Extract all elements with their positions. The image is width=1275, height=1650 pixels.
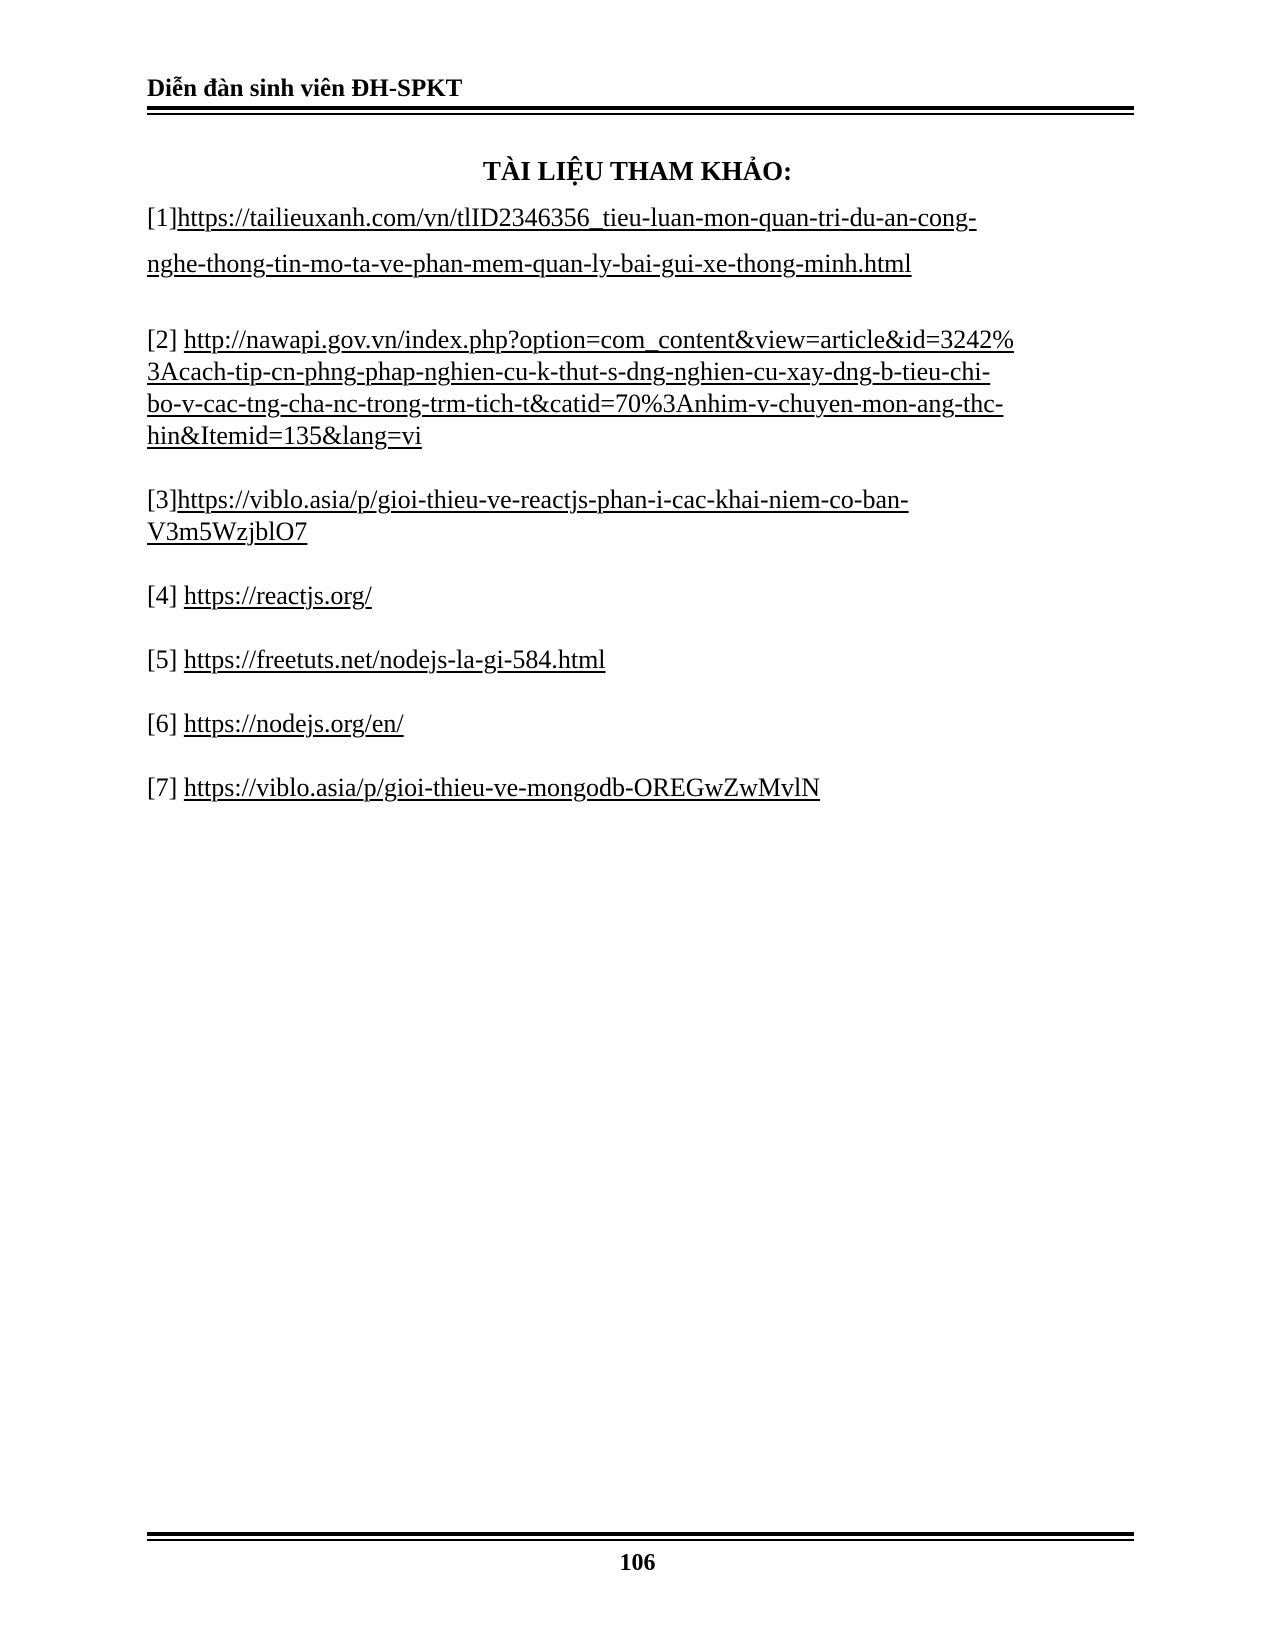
reference-item-3: [147, 484, 909, 548]
reference-marker: [2]: [147, 325, 184, 354]
reference-link[interactable]: https://freetuts.net/nodejs-la-gi-584.html: [183, 645, 606, 674]
reference-link[interactable]: http://nawapi.gov.vn/index.php?option=com_content&view=article&id=3242%: [183, 325, 1014, 354]
reference-item-5: [147, 644, 606, 676]
page-number: 106: [619, 1550, 656, 1576]
reference-link[interactable]: bo-v-cac-tng-cha-nc-trong-trm-tich-t&catid=70%3Anhim-v-chuyen-mon-ang-thc-: [147, 389, 1004, 418]
reference-marker: [3]: [147, 485, 178, 514]
header-divider: [147, 106, 1134, 115]
reference-item-4: [147, 580, 372, 612]
reference-marker: [4]: [147, 581, 184, 610]
reference-marker: [7]: [147, 773, 184, 802]
reference-link[interactable]: hin&Itemid=135&lang=vi: [147, 421, 422, 450]
reference-link[interactable]: nghe-thong-tin-mo-ta-ve-phan-mem-quan-ly-bai-gui-xe-thong-minh.html: [147, 249, 912, 278]
reference-marker: [1]: [147, 203, 178, 232]
reference-link[interactable]: V3m5WzjblO7: [147, 517, 308, 546]
reference-item-2: [147, 324, 1014, 452]
reference-link[interactable]: https://viblo.asia/p/gioi-thieu-ve-reactjs-phan-i-cac-khai-niem-co-ban-: [177, 485, 909, 514]
reference-item-1: [147, 202, 977, 280]
page-header-title: Diễn đàn sinh viên ĐH-SPKT: [147, 75, 463, 102]
reference-item-6: [147, 708, 404, 740]
section-title: TÀI LIỆU THAM KHẢO:: [482, 156, 793, 186]
reference-link[interactable]: https://nodejs.org/en/: [183, 709, 404, 738]
reference-link[interactable]: https://reactjs.org/: [183, 581, 372, 610]
reference-link[interactable]: https://tailieuxanh.com/vn/tlID2346356_tieu-luan-mon-quan-tri-du-an-cong-: [177, 203, 977, 232]
reference-marker: [6]: [147, 709, 184, 738]
reference-link[interactable]: 3Acach-tip-cn-phng-phap-nghien-cu-k-thut-s-dng-nghien-cu-xay-dng-b-tieu-chi-: [147, 357, 991, 386]
footer-divider: [147, 1532, 1134, 1541]
reference-link[interactable]: https://viblo.asia/p/gioi-thieu-ve-mongodb-OREGwZwMvlN: [183, 773, 821, 802]
reference-item-7: [147, 772, 820, 804]
reference-marker: [5]: [147, 645, 184, 674]
